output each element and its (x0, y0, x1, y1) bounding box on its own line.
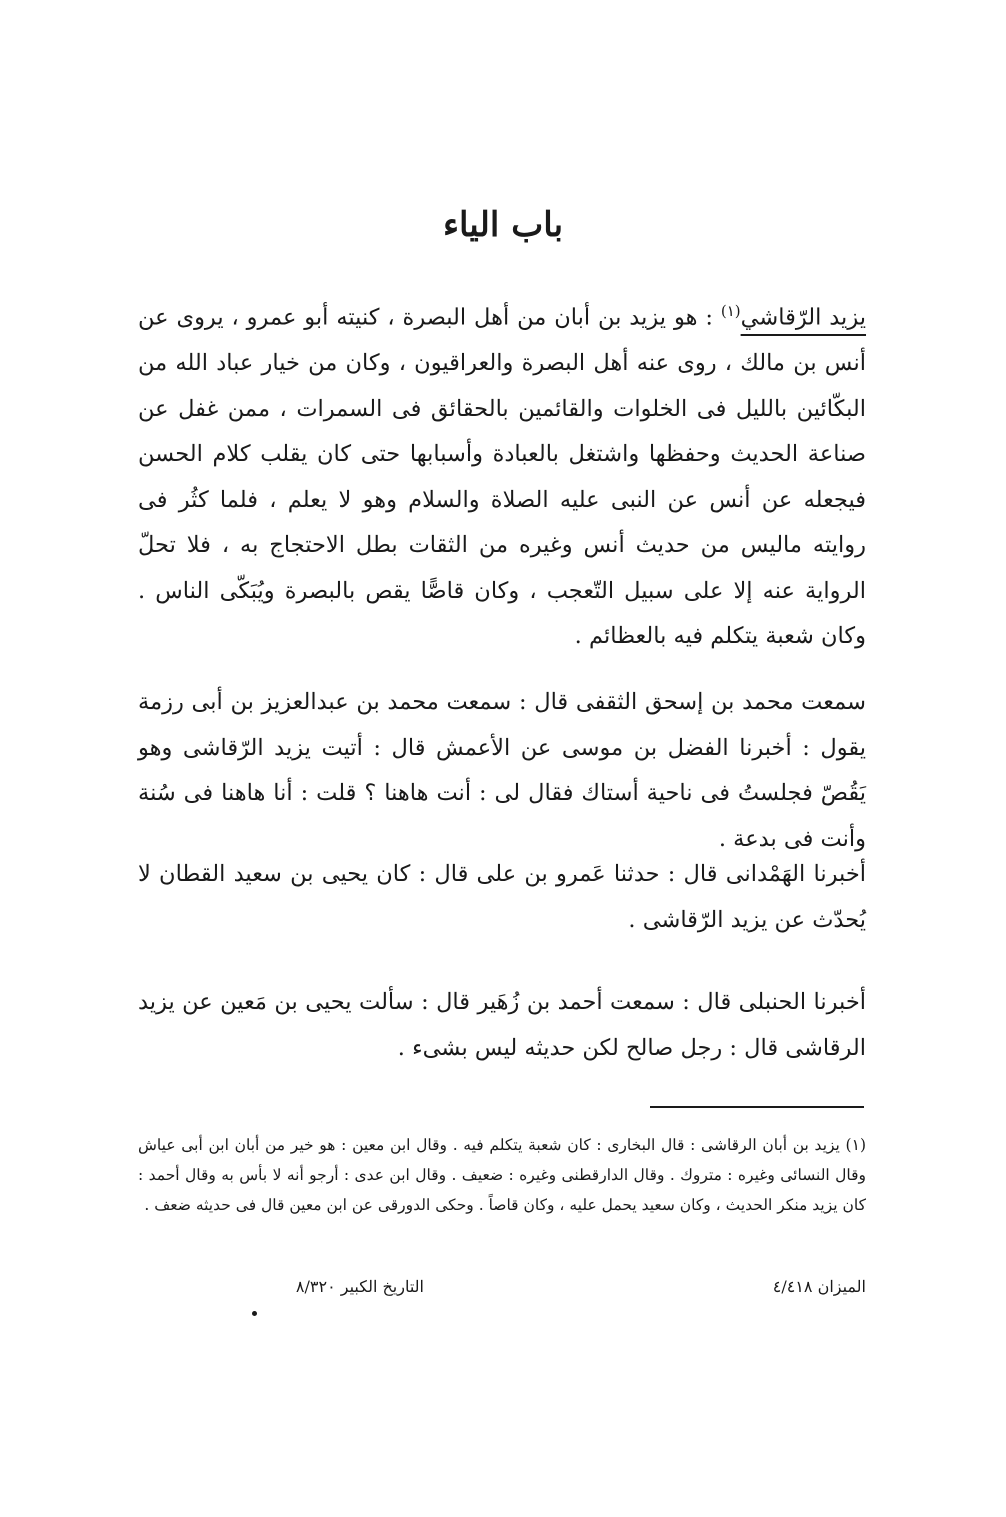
entry-paragraph-narration-3: أخبرنا الحنبلى قال : سمعت أحمد بن زُهَير قال : سألت يحيى بن مَعين عن يزيد الرقاشى قال : رجل صالح لكن حديثه ليس بشىء . (138, 989, 866, 1061)
biography-text: : هو يزيد بن أبان من أهل البصرة ، كنيته أبو عمرو ، يروى عن أنس بن مالك ، روى عنه أهل البصرة والعراقيون ، وكان من خيار عباد الله من البكّائين بالليل فى الخلوات والقائمين بالحقائق فى السمرات ، ممن غفل عن صناعة الحديث وحفظها واشتغل بالعبادة وأسبابها حتى كان يقلب كلام الحسن فيجعله عن أنس عن النبى عليه الصلاة والسلام وهو لا يعلم ، فلما كثُر فى روايته ماليس من حديث أنس وغيره من الثقات بطل الاحتجاج به ، فلا تحلّ الرواية عنه إلا على سبيل التّعجب ، وكان قاصًّا يقص بالبصرة ويُبَكّى الناس . وكان شعبة يتكلم فيه بالعظائم . (138, 304, 866, 649)
entry-paragraph-narration-1: سمعت محمد بن إسحق الثقفى قال : سمعت محمد بن عبدالعزيز بن أبى رزمة يقول : أخبرنا الفضل بن موسى عن الأعمش قال : أتيت يزيد الرّقاشى وهو يَقُصّ فجلستُ فى ناحية أستاك فقال لى : أنت هاهنا ؟ قلت : أنا هاهنا فى سُنة وأنت فى بدعة . (138, 689, 866, 852)
footnote-text: (١) يزيد بن أبان الرقاشى : قال البخارى : كان شعبة يتكلم فيه . وقال ابن معين : هو خير من أبان ابن أبى عياش وقال النسائى وغيره : متروك . وقال الدارقطنى وغيره : ضعيف . وقال ابن عدى : أرجو أنه لا بأس به وقال أحمد : كان يزيد منكر الحديث ، وكان سعيد يحمل عليه ، وكان قاصاً . وحكى الدورقى عن ابن معين قال فى حديثه ضعف . (138, 1136, 866, 1214)
reference-mizan: الميزان ٤/٤١٨ (772, 1277, 866, 1296)
entry-paragraph-biography (138, 289, 866, 660)
chapter-title: باب الياء (442, 205, 564, 245)
footnote-reference: (١) (720, 302, 741, 320)
reference-tarikh: التاريخ الكبير ٨/٣٢٠ (295, 1277, 424, 1296)
entry-paragraph-narration-2: أخبرنا الهَمْدانى قال : حدثنا عَمرو بن على قال : كان يحيى بن سعيد القطان لا يُحدّث عن يزيد الرّقاشى . (138, 861, 866, 933)
footnote-divider (650, 1106, 864, 1108)
print-mark (252, 1311, 257, 1316)
entry-name: يزيد الرّقاشي (740, 304, 867, 331)
